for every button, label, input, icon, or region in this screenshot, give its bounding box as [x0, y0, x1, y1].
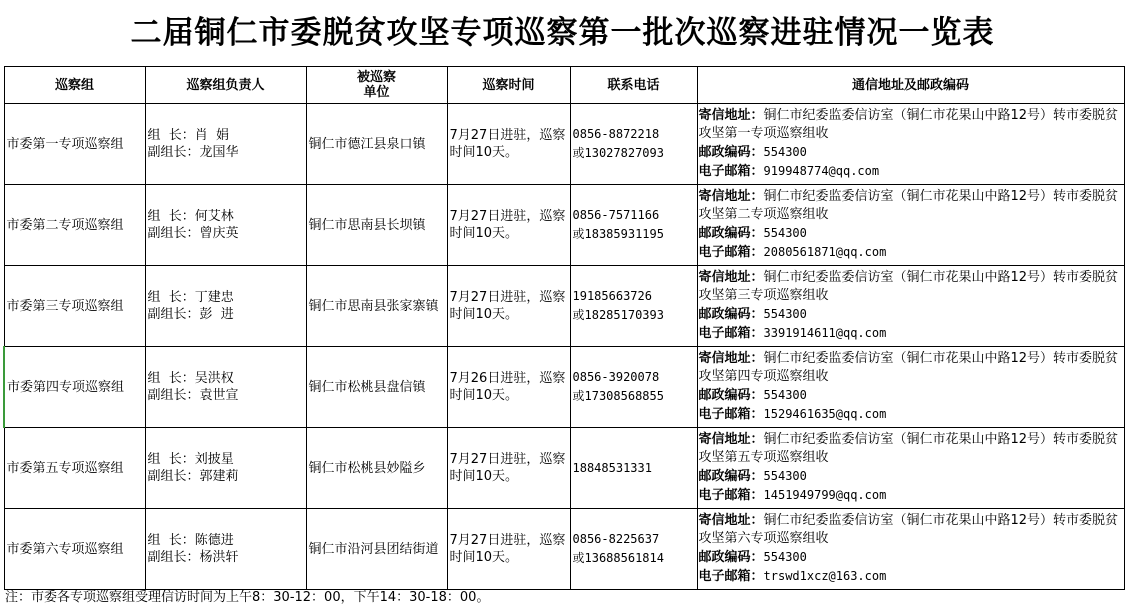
group-cell: 市委第五专项巡察组	[4, 428, 145, 509]
email-line	[699, 405, 1122, 424]
leader-cell	[145, 266, 306, 347]
phone-primary: 0856-3920078	[572, 370, 660, 384]
address-cell	[697, 509, 1124, 590]
deputy-leader-line: 副组长：袁世宣	[147, 388, 239, 403]
header-unit	[306, 67, 447, 104]
unit-cell: 铜仁市松桃县盘信镇	[306, 347, 447, 428]
time-cell: 7月26日进驻，巡察时间10天。	[447, 347, 570, 428]
email-line	[699, 567, 1122, 586]
email-label: 电子邮箱：	[698, 407, 764, 422]
email-value: 919948774@qq.com	[763, 164, 880, 178]
unit-cell: 铜仁市德江县泉口镇	[306, 104, 447, 185]
table-row	[4, 185, 1124, 266]
group-cell: 市委第六专项巡察组	[4, 509, 145, 590]
postcode-label: 邮政编码：	[698, 307, 764, 322]
postcode-line	[699, 548, 1122, 567]
phone-primary: 18848531331	[572, 460, 652, 475]
email-label: 电子邮箱：	[698, 488, 764, 503]
deputy-leader-line: 副组长：杨洪轩	[147, 550, 239, 565]
phone-secondary: 或13027827093	[572, 146, 664, 160]
email-value: 1451949799@qq.com	[763, 488, 887, 502]
leader-line: 组 长：丁建忠	[147, 290, 234, 305]
address-label: 寄信地址：	[698, 270, 764, 285]
phone-primary: 0856-7571166	[572, 208, 660, 222]
address-value: 铜仁市纪委监委信访室（铜仁市花果山中路12号）转市委脱贫攻坚第六专项巡察组收	[698, 513, 1119, 546]
time-cell: 7月27日进驻，巡察时间10天。	[447, 104, 570, 185]
postcode-label: 邮政编码：	[698, 145, 764, 160]
table-row	[4, 347, 1124, 428]
postcode-value: 554300	[763, 469, 807, 483]
postcode-value: 554300	[763, 226, 807, 240]
header-address: 通信地址及邮政编码	[697, 67, 1124, 104]
phone-cell	[570, 185, 697, 266]
postcode-value: 554300	[763, 550, 807, 564]
phone-cell	[570, 104, 697, 185]
address-line	[699, 431, 1122, 467]
phone-secondary: 或18385931195	[572, 227, 664, 241]
leader-cell	[145, 509, 306, 590]
time-cell: 7月27日进驻，巡察时间10天。	[447, 185, 570, 266]
email-label: 电子邮箱：	[698, 245, 764, 260]
address-cell	[697, 185, 1124, 266]
group-cell: 市委第一专项巡察组	[4, 104, 145, 185]
postcode-line	[699, 386, 1122, 405]
email-line	[699, 162, 1122, 181]
unit-cell: 铜仁市思南县长坝镇	[306, 185, 447, 266]
table-row	[4, 428, 1124, 509]
address-cell	[697, 347, 1124, 428]
header-unit-line1: 被巡察	[356, 70, 396, 85]
page-title: 二届铜仁市委脱贫攻坚专项巡察第一批次巡察进驻情况一览表	[130, 15, 995, 51]
phone-secondary: 或18285170393	[572, 308, 664, 322]
leader-line: 组 长：何艾林	[147, 209, 234, 224]
deputy-leader-line: 副组长：彭 进	[147, 307, 234, 322]
postcode-value: 554300	[763, 145, 807, 159]
phone-secondary: 或13688561814	[572, 551, 664, 565]
header-time: 巡察时间	[447, 67, 570, 104]
header-phone: 联系电话	[570, 67, 697, 104]
group-cell: 市委第二专项巡察组	[4, 185, 145, 266]
table-row	[4, 266, 1124, 347]
address-label: 寄信地址：	[698, 513, 764, 528]
address-line	[699, 107, 1122, 143]
postcode-value: 554300	[763, 388, 807, 402]
address-label: 寄信地址：	[698, 432, 764, 447]
postcode-value: 554300	[763, 307, 807, 321]
address-label: 寄信地址：	[698, 108, 764, 123]
deputy-leader-line: 副组长：郭建莉	[147, 469, 239, 484]
postcode-line	[699, 224, 1122, 243]
phone-cell	[570, 509, 697, 590]
leader-line: 组 长：肖 娟	[147, 128, 230, 143]
postcode-label: 邮政编码：	[698, 550, 764, 565]
address-cell	[697, 104, 1124, 185]
email-label: 电子邮箱：	[698, 164, 764, 179]
address-line	[699, 188, 1122, 224]
group-cell: 市委第三专项巡察组	[4, 266, 145, 347]
deputy-leader-line: 副组长：曾庆英	[147, 226, 239, 241]
postcode-label: 邮政编码：	[698, 388, 764, 403]
leader-line: 组 长：刘披星	[147, 452, 234, 467]
phone-primary: 19185663726	[572, 289, 652, 303]
phone-primary: 0856-8225637	[572, 532, 660, 546]
address-value: 铜仁市纪委监委信访室（铜仁市花果山中路12号）转市委脱贫攻坚第三专项巡察组收	[698, 270, 1119, 303]
phone-cell	[570, 266, 697, 347]
email-line	[699, 486, 1122, 505]
address-value: 铜仁市纪委监委信访室（铜仁市花果山中路12号）转市委脱贫攻坚第五专项巡察组收	[698, 432, 1119, 465]
postcode-line	[699, 143, 1122, 162]
header-group: 巡察组	[4, 67, 145, 104]
address-value: 铜仁市纪委监委信访室（铜仁市花果山中路12号）转市委脱贫攻坚第二专项巡察组收	[698, 189, 1119, 222]
address-cell	[697, 428, 1124, 509]
email-line	[699, 243, 1122, 262]
header-unit-line2: 单位	[363, 85, 390, 100]
postcode-label: 邮政编码：	[698, 469, 764, 484]
postcode-label: 邮政编码：	[698, 226, 764, 241]
deputy-leader-line: 副组长：龙国华	[147, 145, 239, 160]
address-cell	[697, 266, 1124, 347]
leader-cell	[145, 428, 306, 509]
unit-cell: 铜仁市沿河县团结街道	[306, 509, 447, 590]
email-value: 1529461635@qq.com	[763, 407, 887, 421]
address-line	[699, 350, 1122, 386]
address-line	[699, 512, 1122, 548]
leader-line: 组 长：吴洪权	[147, 371, 234, 386]
email-value: 2080561871@qq.com	[763, 245, 887, 259]
address-value: 铜仁市纪委监委信访室（铜仁市花果山中路12号）转市委脱贫攻坚第一专项巡察组收	[698, 108, 1119, 141]
inspection-table	[3, 66, 1125, 590]
phone-primary: 0856-8872218	[572, 127, 660, 141]
table-row	[4, 104, 1124, 185]
unit-cell: 铜仁市思南县张家寨镇	[306, 266, 447, 347]
unit-cell: 铜仁市松桃县妙隘乡	[306, 428, 447, 509]
time-cell: 7月27日进驻，巡察时间10天。	[447, 266, 570, 347]
postcode-line	[699, 467, 1122, 486]
address-label: 寄信地址：	[698, 189, 764, 204]
leader-cell	[145, 185, 306, 266]
phone-cell	[570, 347, 697, 428]
postcode-line	[699, 305, 1122, 324]
table-row	[4, 509, 1124, 590]
group-cell: 市委第四专项巡察组	[4, 347, 145, 428]
phone-secondary: 或17308568855	[572, 389, 664, 403]
email-line	[699, 324, 1122, 343]
address-value: 铜仁市纪委监委信访室（铜仁市花果山中路12号）转市委脱贫攻坚第四专项巡察组收	[698, 351, 1119, 384]
header-leader: 巡察组负责人	[145, 67, 306, 104]
leader-cell	[145, 347, 306, 428]
email-label: 电子邮箱：	[698, 326, 764, 341]
table-header-row	[4, 67, 1124, 104]
time-cell: 7月27日进驻，巡察时间10天。	[447, 509, 570, 590]
time-cell: 7月27日进驻，巡察时间10天。	[447, 428, 570, 509]
email-label: 电子邮箱：	[698, 569, 764, 584]
email-value: 3391914611@qq.com	[763, 326, 887, 340]
phone-cell	[570, 428, 697, 509]
footnote: 注：市委各专项巡察组受理信访时间为上午8：30-12：00，下午14：30-18：00。	[5, 590, 490, 605]
leader-line: 组 长：陈德进	[147, 533, 234, 548]
email-value: trswd1xcz@163.com	[763, 569, 887, 583]
address-label: 寄信地址：	[698, 351, 764, 366]
address-line	[699, 269, 1122, 305]
leader-cell	[145, 104, 306, 185]
